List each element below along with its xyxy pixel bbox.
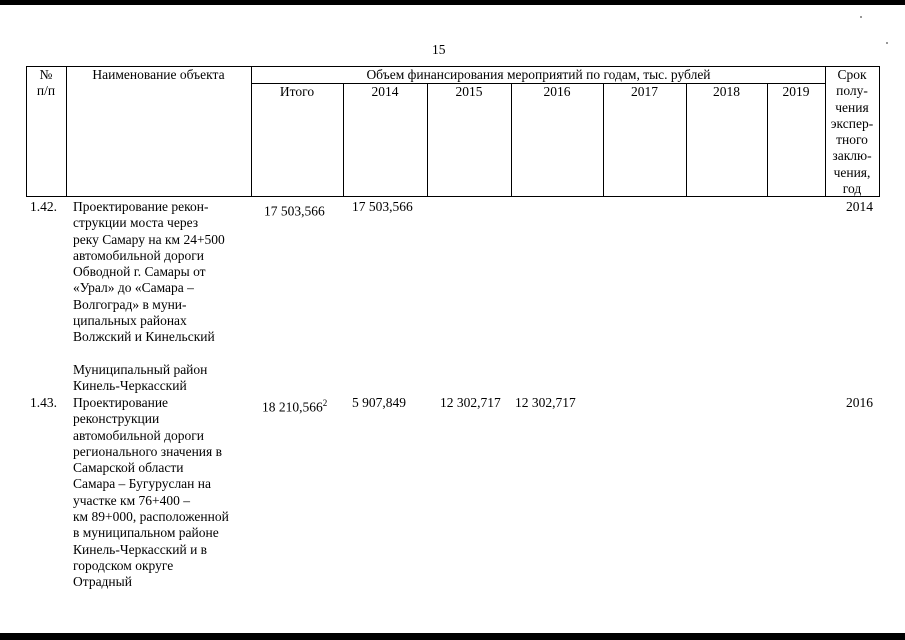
row-term: 2016 bbox=[846, 395, 873, 410]
header-object-name: Наименование объекта bbox=[92, 67, 225, 82]
header-col-2014: 2014 bbox=[371, 84, 399, 99]
row-2014: 17 503,566 bbox=[352, 199, 413, 214]
row-total-value: 17 503,566 bbox=[264, 203, 325, 219]
header-number: № п/п bbox=[36, 67, 56, 99]
header-col-2015: 2015 bbox=[455, 84, 483, 99]
grid-line bbox=[66, 66, 67, 197]
row-object-name: Проектирование рекон- струкции моста через реку Самару на км 24+500 автомобильной дороги Обводной г. Самары от «Урал» до «Самара – Волгоград» в муни- ципальных районах Волжский и Кинельский bbox=[73, 199, 225, 345]
page-number: 15 bbox=[432, 42, 446, 57]
row-total-footnote: 2 bbox=[322, 398, 328, 408]
row-2015: 12 302,717 bbox=[440, 395, 501, 410]
row-total bbox=[264, 199, 350, 220]
row-2016: 12 302,717 bbox=[515, 395, 576, 410]
row-number: 1.42. bbox=[30, 199, 57, 214]
row-total bbox=[262, 395, 350, 416]
grid-line bbox=[879, 66, 880, 197]
header-financing-volume: Объем финансирования мероприятий по годам, тыс. рублей bbox=[366, 67, 711, 82]
section-title: Муниципальный район Кинель-Черкасский bbox=[73, 362, 208, 394]
bottom-border-bar bbox=[0, 633, 905, 640]
header-col-total: Итого bbox=[279, 84, 315, 99]
header-term: Срок полу- чения экспер- тного заклю- чения, год bbox=[830, 67, 874, 197]
row-total-value: 18 210,566 bbox=[262, 399, 323, 415]
grid-line bbox=[26, 196, 880, 197]
top-border-bar bbox=[0, 0, 905, 5]
header-col-2018: 2018 bbox=[713, 84, 740, 99]
row-number: 1.43. bbox=[30, 395, 57, 410]
row-object-name: Проектирование реконструкции автомобильной дороги регионального значения в Самарской области Самара – Бугуруслан на участке км 76+400 – км 89+000, расположенной в муниципальном районе Кинель-Черкасский и в городском округе Отрадный bbox=[73, 395, 229, 590]
header-col-2019: 2019 bbox=[782, 84, 810, 99]
scan-speck bbox=[860, 16, 862, 18]
scan-speck bbox=[886, 42, 888, 44]
row-2014: 5 907,849 bbox=[352, 395, 406, 410]
header-col-2017: 2017 bbox=[631, 84, 658, 99]
header-col-2016: 2016 bbox=[543, 84, 571, 99]
row-term: 2014 bbox=[846, 199, 873, 214]
